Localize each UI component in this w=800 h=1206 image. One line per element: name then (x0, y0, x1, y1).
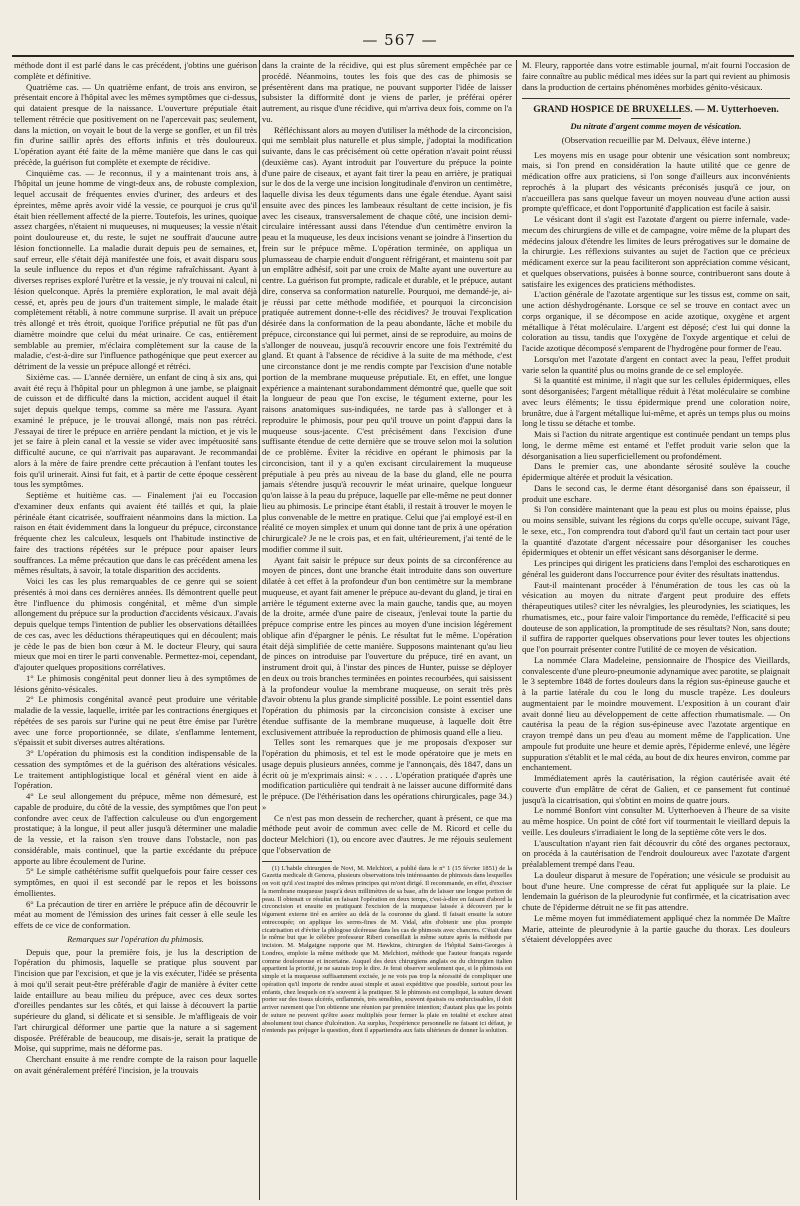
paragraph: Le nommé Bonfort vint consulter M. Uytterhoeven à l'heure de sa visite au même hospice. Un point de côté fort vif tourmentait le vieillard depuis la veille. Les douleurs s'irradiaient le long de la septième côte vers le dos. (522, 805, 790, 837)
paragraph: 5° Le simple cathétérisme suffit quelquefois pour faire cesser ces symptômes, en quoi il est secondé par le repos et les boissons émollientes. (14, 866, 257, 898)
title-rule (631, 118, 681, 119)
paragraph: Quatrième cas. — Un quatrième enfant, de trois ans environ, se présentait encore à l'hôpital avec les mêmes symptômes que ci-dessus, qui dataient presque de la naissance. L'ouverture préputiale était tellement rétrécie que positivement on ne l'apercevait pas; seulement, dans la miction, on voyait le bout de la verge se gonfler, et un fil très fin d'urine saillir après des efforts infinis et très douloureux. L'opération ayant été faite de la même manière que dans le cas qui précède, la guérison fut complète et exempte de récidive. (14, 81, 257, 167)
paragraph: Si la quantité est minime, il n'agit que sur les cellules épidermiques, elles sont désorganisées; l'argent métallique réduit à l'état moléculaire se combine avec leurs éléments; le tissu épidermique prend une coloration noire, brunâtre, due à l'argent métallique lui-même, et après un temps plus ou moins long le tissu se détache et tombe. (522, 375, 790, 429)
paragraph: 3° L'opération du phimosis est la condition indispensable de la cessation des symptômes et de la guérison des altérations vésicales. Le traitement antiphlogistique local et général vient en aide à l'opération. (14, 748, 257, 791)
paragraph: Dans le second cas, le derme étant désorganisé dans son épaisseur, il produit une eschare. (522, 482, 790, 504)
paragraph: 6° La précaution de tirer en arrière le prépuce afin de découvrir le méat au moment de l'émission des urines fait cesser à elle seule les effets de ce vice de conformation. (14, 898, 257, 930)
paragraph: Les moyens mis en usage pour obtenir une vésication sont nombreux; mais, si l'on prend en considération la haute utilité que ce genre de médication offre aux praticiens, si l'on songe d'ailleurs aux inconvénients reprochés à la plupart des vésicants préconisés jusqu'à ce jour, on n'accueillera pas sans quelque faveur un moyen nouveau d'une action aussi prompte qu'efficace, et dont l'opportunité d'application est facile à saisir. (522, 149, 790, 214)
paragraph: Cinquième cas. — Je reconnus, il y a maintenant trois ans, à l'hôpital un jeune homme de vingt-deux ans, de robuste complexion, lequel accusait de fréquentes envies d'uriner, des ardeurs et des épreintes, même après avoir vidé la vessie, ce pourquoi je crus qu'il était bien réellement affecté de la pierre. Toutefois, les urines, quoique assez chargées, n'étaient ni muqueuses, ni muqueuses; la vessie n'était point douloureuse et, du reste, le sujet ne souffrait d'aucune autre lésion fonctionnelle. La maladie durait depuis peu de semaines, et, sauf erreur, elle s'était déjà manifestée une fois, et avait disparu sous la seule influence du repos et d'un régime rafraîchissant. Ayant à diverses reprises exploré l'urètre et la vessie, je n'y trouvai ni calcul, ni lésion quelconque. Après la première exploration, le mal avait déjà cessé, et, après peu de jours d'un traitement simple, le malade était complètement rétabli, à notre commune surprise. Il avait un prépuce très allongé et très étroit, quoique l'orifice préputial ne fût pas d'un diamètre moindre que celui du méat urinaire. Ce cas, entièrement semblable au premier, m'éclaira complètement sur la cause de la maladie, c'est-à-dire sur l'influence pathogénique que peut exercer au détriment de la vessie un prépuce allongé et rétréci. (14, 167, 257, 371)
paragraph: 4° Le seul allongement du prépuce, même non démesuré, est capable de produire, du côté de la vessie, des symptômes que l'on peut confondre avec ceux de l'affection calculeuse ou d'un engorgement prostatique; à la longue, il peut aller jusqu'à déterminer une maladie de la vessie, et la raison s'en trouve dans l'obstacle, non pas considérable, mais continuel, que la partie excédante du prépuce apporte au libre écoulement de l'urine. (14, 791, 257, 866)
paragraph: Faut-il maintenant procéder à l'énumération de tous les cas où la vésication au moyen du nitrate d'argent peut produire des effets thérapeutiques utiles? citer les névralgies, les pleurodynies, les sciatiques, les rhumatismes, etc., pour faire valoir l'importance du remède, l'efficacité si peu douteuse de son application, la promptitude de ses résultats? Non, sans doute; il suffira de rapporter quelques observations pour lever toutes les objections que l'on pourrait présenter contre l'utilité de ce moyen de vésication. (522, 579, 790, 654)
paragraph: Si l'on considère maintenant que la peau est plus ou moins épaisse, plus ou moins sensible, suivant les régions du corps qu'elle occupe, suivant l'âge, le sexe, etc., l'on comprendra tout d'abord qu'il faut un certain tact pour user la quantité d'azotate d'argent nécessaire pour désorganiser les couches épidermiques et obtenir un effet vésicant sans désorganiser le derme. (522, 504, 790, 558)
article-subtitle: Du nitrate d'argent comme moyen de vésication. (570, 121, 742, 131)
paragraph: Cherchant ensuite à me rendre compte de la raison pour laquelle on avait généralement préféré l'incision, je la trouvais (14, 1054, 257, 1075)
paragraph: 1° Le phimosis congénital peut donner lieu à des symptômes de lésions génito-vésicales. (14, 672, 257, 694)
paragraph: Septième et huitième cas. — Finalement j'ai eu l'occasion d'examiner deux enfants qui avaient été taillés et qui, la plaie périnéale étant cicatrisée, souffraient néanmoins dans la miction. La raison en était évidemment dans la longueur du prépuce, circonstance fréquente chez les calculeux, lesquels ont l'habitude instinctive de faire des tractions répétées sur le prépuce pour apaiser leurs souffrances. La même précaution que dans le cas précédent amena les mêmes résultats, à savoir, la totale disparition des accidents. (14, 490, 257, 576)
article-separator (522, 98, 790, 99)
paragraph: dans la crainte de la récidive, qui est plus sûrement empêchée par ce procédé. Néanmoins, toutes les fois que des cas de phimosis se présentèrent dans ma pratique, ne pouvant supporter l'idée de laisser subsister la difformité dont je viens de parler, je préférai opérer autrement, au risque d'une récidive, qui m'arriva deux fois, comme on l'a vu. (262, 60, 512, 124)
column-middle (262, 60, 512, 1200)
section-title: Remarques sur l'opération du phimosis. (67, 933, 204, 944)
paragraph: L'action générale de l'azotate argentique sur les tissus est, comme on sait, une action déshydrogénante. Lorsque ce sel se trouve en contact avec un corps organique, il se décompose en acide azotique, oxygène et argent métallique à l'état moléculaire. L'argent est déposé; c'est lui qui donne la coloration au tissu, tandis que l'oxygène de l'oxyde argentique et celui de l'acide azotique décomposé s'emparent de l'hydrogène pour former de l'eau. (522, 289, 790, 353)
paragraph: M. Fleury, rapportée dans votre estimable journal, m'ait fourni l'occasion de faire connaître au public médical mes idées sur la part qui revient au phimosis dans la production de certains phénomènes morbides génito-vésicaux. (522, 60, 790, 92)
paragraph: Ce n'est pas mon dessein de rechercher, quant à présent, ce que ma méthode peut avoir de commun avec celle de M. Ricord et celle du docteur Melchiori (1), ou encore avec d'autres. Je me réjouis seulement que l'observation de (262, 812, 512, 855)
footnote: (1) L'habile chirurgien de Novi, M. Melchiori, a publié dans le n° 1 (15 février 1851) de la Gazetta medicale di Genova, plusieurs observations très intéressantes de phimosis dans lesquelles on voit qu'il s'est inspiré des mêmes principes qui m'ont dirigé. Il recommande, en effet, d'exciser la membrane muqueuse jusqu'à deux millimètres de sa base, afin de laisser une longue portion de peau. Il obtenait ce résultat en faisant l'opération en deux temps, c'est-à-dire en faisant d'abord la circoncision et ensuite en pratiquant l'excision de la muqueuse laissée à découvert par le tégument externe tiré en arrière au delà de la couronne du gland. Il faisait ensuite la suture entrecoupée; on applique les serres-fines de M. Vidal, afin d'obtenir une plus prompte cicatrisation et d'éviter la phlogose ulcéreuse dans les cas de phimosis avec chancres. C'était dans le même but que le célèbre professeur Riberi conseillait la même suture après la méthode par incision. M. Malgaigne rapporte que M. Hawkins, chirurgien de l'hôpital Saint-Georges à Londres, emploie la même méthode que M. Melchiori, méthode que l'auteur français regarde comme douloureuse et incertaine. Auquel des deux chirurgiens anglais ou du chirurgien italien appartient la priorité, je ne saurais trop le dire. Je ferai observer seulement que, si le phimosis est simple et la muqueuse suffisamment excisée, je ne vois pas trop la nécessité de compliquer une opération qu'il importe de rendre aussi simple et aussi expéditive que possible, surtout pour les enfants, chez lesquels on n'a souvent à la pratiquer. Si le phimosis est compliqué, la suture devant porter sur des tissus ulcérés, enflammés, très sensibles, souvent épaissis ou endurcissables, il doit arriver rarement que l'on obtienne une réunion par première intention; d'autant plus que les points de suture ne peuvent qu'être assez multipliés pour fermer la plaie en totalité et exclure ainsi absolument tout chance d'ulcération. Au surplus, l'expérience personnelle ne faisant ici défaut, je n'entends pas préjuger la question, dont il appartiendra aux faits ultérieurs de donner la solution. (262, 864, 512, 1035)
paragraph: Ayant fait saisir le prépuce sur deux points de sa circonférence au moyen de pinces, dont une branche était introduite dans son ouverture dilatée à cet effet à la profondeur d'un bon centimètre sur la membrane muqueuse, et ayant fait amener le prépuce au-devant du gland, je tirai en arrière le tégument externe avec la main gauche, tandis que, au moyen de la droite, armée d'une paire de ciseaux, j'enlevai toute la partie du prépuce comprise entre les pinces au moyen d'une incision légèrement oblique afin d'épargner le pénis. Le résultat fut le même. L'opération était déjà simplifiée de cette manière. Supposons maintenant qu'au lieu de pinces on introduise par l'ouverture du prépuce, tiré en avant, un instrument droit qui, à l'instar des pinces de Hunter, puisse se déployer en deux ou trois branches terminées en pointes recourbées, qui saisissent à la profondeur voulue la membrane muqueuse, on serait très près d'avoir obtenu la plus grande simplicité possible. Le point essentiel dans l'opération du phimosis par la circoncision consiste à exciser une étendue suffisante de la membrane muqueuse, à laquelle doit être exclusivement attribuée la reproduction de phimosis quand elle a lieu. (262, 554, 512, 737)
paragraph: La nommée Clara Madeleine, pensionnaire de l'hospice des Vieillards, convalescente d'une pleuro-pneumonie adynamique avec parotite, se plaignait le 3 septembre 1848 de fortes douleurs dans la région sus-épineuse gauche et à la partie latérale du cou le long du muscle trapèze. Les douleurs augmentaient par le moindre mouvement. L'exposition à un courant d'air avait donné lieu au développement de cette affection rhumatismale. — On cautérisa la peau de la région sus-épineuse avec l'azotate argentique en crayon trempé dans un peu d'eau au moment même de l'application. Une ampoule fut produite une heure et demie après, l'épiderme enlevé, une légère suppuration s'établit et le mal céda, au bout de dix heures environ, comme par enchantement. (522, 654, 790, 773)
paragraph: méthode dont il est parlé dans le cas précédent, j'obtins une guérison complète et définitive. (14, 60, 257, 81)
paragraph: Dans le premier cas, une abondante sérosité soulève la couche épidermique altérée et produit la vésication. (522, 461, 790, 482)
paragraph: Voici les cas les plus remarquables de ce genre qui se soient présentés à moi dans ces dernières années. Ils démontrent quelle peut être l'influence du phimosis congénital, et même d'un simple allongement du prépuce sur la production d'accidents vésicaux. J'avais depuis quelque temps l'intention de publier les observations détaillées de ces cas, avec les déductions thérapeutiques qui en découlent; mais je cède le pas de bien bon cœur à M. le docteur Fleury, qui saura mieux que moi en tirer le parti convenable. Permettez-moi, cependant, d'ajouter quelques propositions corrélatives. (14, 576, 257, 672)
paragraph: Les principes qui dirigent les praticiens dans l'emploi des escharotiques en général les guideront dans l'occurrence pour éviter des résultats inattendus. (522, 558, 790, 579)
paragraph: Mais si l'action du nitrate argentique est continuée pendant un temps plus long, le derme même est entamé et l'effet produit varie selon que la désorganisation a lieu superficiellement ou profondément. (522, 429, 790, 461)
column-left (14, 60, 257, 1200)
observation-note: (Observation recueillie par M. Delvaux, élève interne.) (561, 134, 751, 145)
column-divider (259, 60, 260, 1200)
paragraph: Le vésicant dont il s'agit est l'azotate d'argent ou pierre infernale, vade-mecum des chirurgiens de ville et de campagne, voire même de la plupart des médecins jaloux d'étendre les limites de leurs prérogatives sur le domaine de la chirurgie. Les réflexions suivantes au sujet de l'action que ce précieux médicament exerce sur la peau faciliteront son appréciation comme vésicant, et quelques observations, puisées à bonne source, contribueront sans doute à satisfaire les exigences des praticiens méthodistes. (522, 214, 790, 289)
paragraph: Immédiatement après la cautérisation, la région cautérisée avait été couverte d'un emplâtre de cérat de Galien, et ce pansement fut continué jusqu'à la cicatrisation, qui s'obtint en moins de quatre jours. (522, 773, 790, 805)
column-divider (516, 60, 517, 1200)
paragraph: La douleur disparut à mesure de l'opération; une vésicule se produisit au bout d'une heure. Une compresse de cérat fut appliquée sur la plaie. Le lendemain la guérison de la pleurodynie fut confirmée, et la cicatrisation avec chute de l'épiderme détruit ne se fit pas attendre. (522, 869, 790, 912)
page-number: — 567 — (362, 31, 438, 49)
paragraph: Sixième cas. — L'année dernière, un enfant de cinq à six ans, qui avait été reçu à l'hôpital pour un phlegmon à une jambe, se plaignait de cuisson et de difficulté dans la miction, accident auquel il était sujet depuis quelque temps, comme sa mère me l'assura. Ayant examiné le prépuce, je le trouvai allongé, mais non pas rétréci. J'essayai de tirer le prépuce en arrière pendant la miction, et je vis le jet se faire à plein canal et la vessie se vider avec impétuosité sans difficulté aucune, ce qui n'arrivait pas auparavant. Je recommandai alors à la mère de faire prendre cette précaution à l'enfant toutes les fois qu'il urinerait. Ainsi fut fait, et à partir de cette époque cessèrent tous les symptômes. (14, 371, 257, 490)
paragraph: Depuis que, pour la première fois, je lus la description de l'opération du phimosis, laquelle se pratique plus souvent par l'incision que par l'excision, et que je la vis exécuter, l'idée se présenta à moi qu'il serait peut-être préférable d'agir de manière à éviter cette laide entaillure au beau milieu du prépuce, avec ces deux sortes d'oreilles pendantes sur les côtés, et qui laisse à découvert la partie supérieure du gland, si délicate et si sensible. Je m'affligeais de voir l'art chirurgical déformer une partie que la nature a si sagement disposée. Préférable de beaucoup, me disais-je, serait la pratique de Moïse, qui supprime, mais ne déforme pas. (14, 946, 257, 1054)
header-rule (12, 55, 794, 57)
paragraph: Lorsqu'on met l'azotate d'argent en contact avec la peau, l'effet produit varie selon la quantité plus ou moins grande de ce sel employée. (522, 353, 790, 375)
paragraph: Telles sont les remarques que je me proposais d'exposer sur l'opération du phimosis, et tel est le mode opératoire que je mets en usage depuis plusieurs années, comme je l'annonçais, dès 1847, dans un écrit où je m'exprimais ainsi: « . . . . L'opération pratiquée d'après une modification particulière qui tendrait à ne laisser aucune difformité dans le prépuce. (De l'éthérisation dans les opérations chirurgicales, page 34.) » (262, 737, 512, 812)
paragraph: 2° Le phimosis congénital avancé peut produire une véritable maladie de la vessie, laquelle, irritée par les contractions énergiques et répétées de ses parois sur l'urine qui ne peut être émise par l'urètre avec une force proportionnée, se dilate, s'enflamme lentement, s'épaissit et subit diverses autres altérations. (14, 694, 257, 748)
footnote-rule (262, 861, 332, 862)
paragraph: Le même moyen fut immédiatement appliqué chez la nommée De Maître Marie, atteinte de pleurodynie à la partie gauche du thorax. Les douleurs s'étaient développées avec (522, 912, 790, 945)
paragraph: Réfléchissant alors au moyen d'utiliser la méthode de la circoncision, qui me semblait plus naturelle et plus simple, j'adoptai la modification suivante, dans le cas précisément où cette opération n'avait point réussi (deuxième cas). Ayant introduit par l'ouverture du prépuce la pointe d'une paire de ciseaux, et ayant fait tirer la peau en arrière, je pratiquai sur le dos de la verge une incision longitudinale d'environ un centimètre, laquelle divisa les deux téguments dans une égale étendue. Ayant saisi ensuite avec des pinces les lambeaux résultant de cette incision, je fis avec les ciseaux, transversalement de chaque côté, une incision demi-circulaire intéressant aussi dans l'étendue d'un centimètre environ la peau et la muqueuse, les deux incisions venant se joindre à l'insertion du frein sur le prépuce même. L'opération terminée, on appliqua un plumasseau de charpie enduit d'onguent réfrigérant, et maintenu soit par un emplâtre adhésif, soit par une croix de Malte ayant une ouverture au centre. La guérison fut prompte, radicale et durable, et le prépuce, autant dire, conserva sa conformation naturelle. Pourquoi, me demandé-je, ai-je réussi par cette méthode modifiée, et pourquoi la circoncision pratiquée autrement donne-t-elle des récidives? Je trouvai l'explication désirée dans la conformation de la peau abondante, lâche et mobile du prépuce, circonstance qui lui permet, ainsi de se reproduire, au moins de s'allonger de nouveau, jusqu'à recouvrir encore une fois l'extrémité du gland. Et quant à l'absence de récidive à la suite de ma méthode, c'est une circonstance dont je me rendis compte par l'excision d'une notable portion de la membrane muqueuse préputiale. Et, en effet, une longue expérience a maintenant surabondamment démontré que, quelle que soit la longueur de peau que l'on excise, le tégument externe, pour les raisons anatomiques sus-indiquées, ne tarde pas à s'allonger et à reproduire le phimosis, pour peu qu'il trouve un point d'appui dans la muqueuse sous-jacente. C'est précisément dans l'excision d'une suffisante étendue de cette dernière que se trouve selon moi la solution de ce problème. Éviter la récidive en opérant le phimosis par la circoncision, tant il y a qu'en excisant circulairement la muqueuse préputiale à peu près au niveau de la base du gland, elle ne pourra jamais s'étendre jusqu'à recouvrir le méat urinaire, quelque longueur qu'on laisse à la peau du prépuce, laquelle par elle-même ne peut donner lieu au phimosis. Le principe étant établi, il restait à trouver le moyen le plus convenable de le mettre en pratique. Celui que j'ai employé est-il en réalité ce moyen simplex et unum qui donne tant de prix à une opération chirurgicale? Je ne le crois pas, et en fait, ultérieurement, j'ai tenté de le modifier comme il suit. (262, 124, 512, 554)
column-right (522, 60, 790, 1200)
article-title: GRAND HOSPICE DE BRUXELLES. — M. Uytterhoeven. (533, 104, 779, 116)
paragraph: L'auscultation n'ayant rien fait découvrir du côté des organes pectoraux, on procéda à la cautérisation de l'endroit douloureux avec l'azotate d'argent préalablement trempé dans l'eau. (522, 837, 790, 869)
